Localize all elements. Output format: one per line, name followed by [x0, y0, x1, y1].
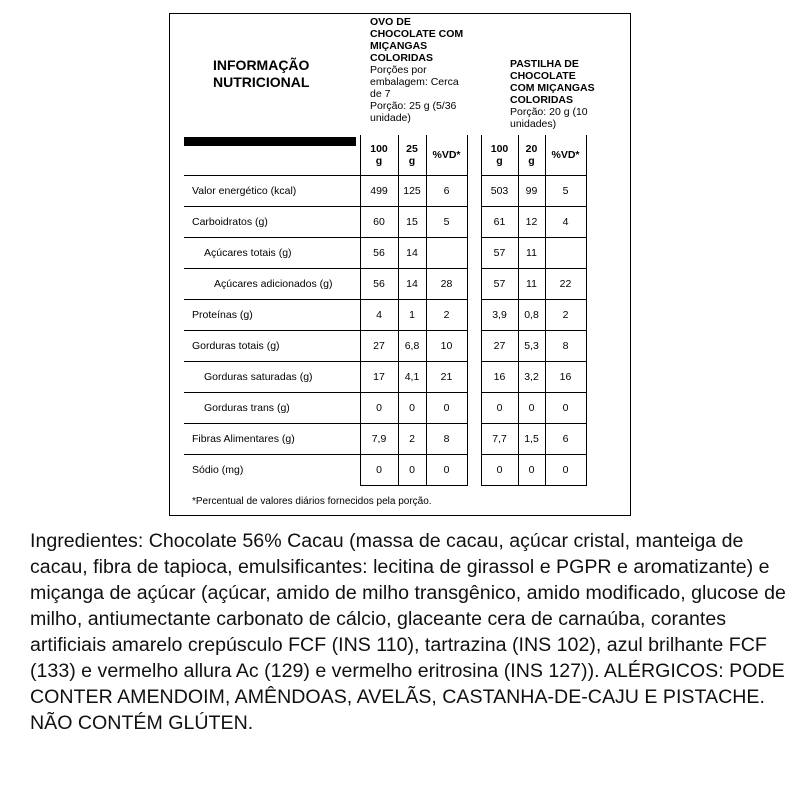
value-cell: 10 [426, 331, 467, 362]
value-cell: 499 [360, 176, 398, 207]
value-cell: 4 [545, 207, 586, 238]
product-name-line: COLORIDAS [370, 52, 433, 64]
nutrient-label: Gorduras saturadas (g) [184, 362, 360, 393]
value-cell: 0 [545, 455, 586, 486]
value-cell: 57 [481, 238, 518, 269]
value-cell: 8 [545, 331, 586, 362]
value-cell: 56 [360, 269, 398, 300]
value-cell: 61 [481, 207, 518, 238]
col-header: 100 g [360, 135, 398, 176]
value-cell [545, 238, 586, 269]
nutrient-label: Gorduras trans (g) [184, 393, 360, 424]
value-cell: 5,3 [518, 331, 545, 362]
table-row [184, 424, 586, 455]
value-cell: 60 [360, 207, 398, 238]
value-cell: 14 [398, 269, 426, 300]
value-cell: 125 [398, 176, 426, 207]
value-cell: 15 [398, 207, 426, 238]
value-cell: 5 [545, 176, 586, 207]
nutrient-label: Sódio (mg) [184, 455, 360, 486]
col-header: %VD* [426, 135, 467, 176]
value-cell: 7,9 [360, 424, 398, 455]
value-cell: 16 [481, 362, 518, 393]
table-row [184, 269, 586, 300]
value-cell: 2 [398, 424, 426, 455]
table-row [184, 393, 586, 424]
value-cell: 1 [398, 300, 426, 331]
col-header: %VD* [545, 135, 586, 176]
product-name-line: COM MIÇANGAS [510, 82, 595, 94]
portion-line: unidades) [510, 118, 557, 130]
value-cell: 5 [426, 207, 467, 238]
value-cell: 3,9 [481, 300, 518, 331]
value-cell: 0 [398, 393, 426, 424]
servings-line: Porções por [370, 64, 427, 76]
value-cell: 11 [518, 238, 545, 269]
value-cell: 0 [545, 393, 586, 424]
nutrition-facts-panel [169, 13, 631, 516]
value-cell: 0 [360, 455, 398, 486]
ingredients-text: Ingredientes: Chocolate 56% Cacau (massa de cacau, açúcar cristal, manteiga de cacau, fibra de tapioca, emulsificantes: lecitina de girassol e PGPR e aromatizante) e miçanga de açúcar (açúcar, amido de milho transgênico, amido modificado, glucose de milho, antiumectante carbonato de cálcio, glaceante cera de carnaúba, corantes artificiais amarelo crepúsculo FCF (INS 110), tartrazina (INS 102), azul brilhante FCF (133) e vermelho allura Ac (129) e vermelho eritrosina (INS 127)). ALÉRGICOS: PODE CONTER AMENDOIM, AMÊNDOAS, AVELÃS, CASTANHA-DE-CAJU E PISTACHE. NÃO CONTÉM GLÚTEN. [30, 530, 786, 734]
col-header: 25 g [398, 135, 426, 176]
product-name-line: COLORIDAS [510, 94, 573, 106]
value-cell: 503 [481, 176, 518, 207]
table-row [184, 331, 586, 362]
servings-line: de 7 [370, 88, 391, 100]
value-cell: 2 [545, 300, 586, 331]
product-name-line: PASTILHA DE [510, 58, 579, 70]
value-cell: 14 [398, 238, 426, 269]
portion-line: unidade) [370, 112, 411, 124]
value-cell: 6 [426, 176, 467, 207]
table-header-row [184, 135, 586, 176]
value-cell: 27 [481, 331, 518, 362]
value-cell: 0 [518, 455, 545, 486]
nutrient-label: Carboidratos (g) [184, 207, 360, 238]
value-cell: 22 [545, 269, 586, 300]
value-cell: 11 [518, 269, 545, 300]
nutrient-label: Fibras Alimentares (g) [184, 424, 360, 455]
value-cell: 21 [426, 362, 467, 393]
product-name-line: MIÇANGAS [370, 40, 428, 52]
value-cell: 4,1 [398, 362, 426, 393]
product-name-line: CHOCOLATE [510, 70, 576, 82]
value-cell: 0 [481, 455, 518, 486]
value-cell: 0 [360, 393, 398, 424]
table-row [184, 238, 586, 269]
portion-line: Porção: 25 g (5/36 [370, 100, 457, 112]
product-header-pastilha [510, 58, 628, 130]
value-cell: 6,8 [398, 331, 426, 362]
table-row [184, 176, 586, 207]
value-cell: 12 [518, 207, 545, 238]
value-cell: 17 [360, 362, 398, 393]
table-row [184, 207, 586, 238]
value-cell: 2 [426, 300, 467, 331]
value-cell: 0 [426, 455, 467, 486]
value-cell: 16 [545, 362, 586, 393]
nutrition-table [184, 135, 587, 486]
title-line-2: NUTRICIONAL [213, 74, 310, 90]
table-row [184, 300, 586, 331]
table-row [184, 362, 586, 393]
footnote: *Percentual de valores diários fornecidos pela porção. [192, 496, 432, 507]
value-cell: 28 [426, 269, 467, 300]
value-cell: 27 [360, 331, 398, 362]
nutrient-label: Açúcares adicionados (g) [184, 269, 360, 300]
product-name-line: OVO DE [370, 16, 411, 28]
nutrient-label: Gorduras totais (g) [184, 331, 360, 362]
value-cell: 1,5 [518, 424, 545, 455]
col-header: 100 g [481, 135, 518, 176]
value-cell: 0 [426, 393, 467, 424]
panel-title [213, 57, 309, 91]
value-cell: 57 [481, 269, 518, 300]
table-row [184, 455, 586, 486]
product-header-ovo [370, 16, 488, 124]
value-cell [426, 238, 467, 269]
title-line-1: INFORMAÇÃO [213, 57, 310, 73]
value-cell: 56 [360, 238, 398, 269]
value-cell: 0 [398, 455, 426, 486]
col-header: 20 g [518, 135, 545, 176]
portion-line: Porção: 20 g (10 [510, 106, 588, 118]
value-cell: 0 [518, 393, 545, 424]
value-cell: 0,8 [518, 300, 545, 331]
value-cell: 8 [426, 424, 467, 455]
value-cell: 7,7 [481, 424, 518, 455]
value-cell: 4 [360, 300, 398, 331]
product-name-line: CHOCOLATE COM [370, 28, 464, 40]
servings-line: embalagem: Cerca [370, 76, 459, 88]
value-cell: 99 [518, 176, 545, 207]
nutrient-label: Proteínas (g) [184, 300, 360, 331]
nutrient-label: Valor energético (kcal) [184, 176, 360, 207]
value-cell: 0 [481, 393, 518, 424]
value-cell: 6 [545, 424, 586, 455]
nutrient-label: Açúcares totais (g) [184, 238, 360, 269]
value-cell: 3,2 [518, 362, 545, 393]
